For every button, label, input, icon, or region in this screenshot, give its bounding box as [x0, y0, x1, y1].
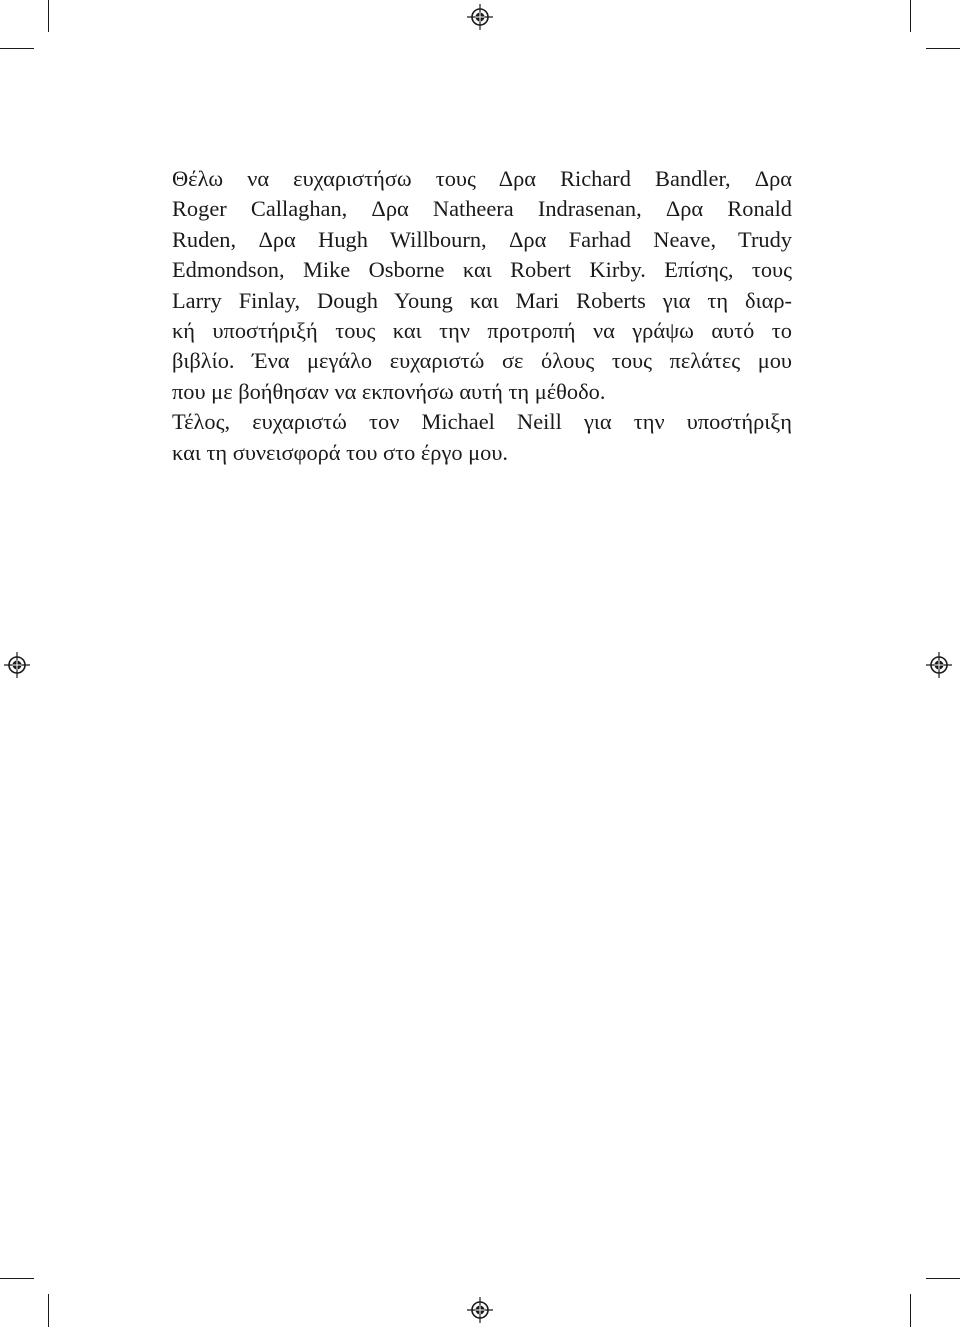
text-line: βιβλίο. Ένα μεγάλο ευχαριστώ σε όλους τους πελάτες μου [172, 348, 792, 374]
crop-mark [0, 48, 34, 49]
crop-mark [48, 0, 49, 32]
text-line: Ruden, Δρα Hugh Willbourn, Δρα Farhad Neave, Trudy [172, 226, 792, 252]
text-line: Larry Finlay, Dough Young και Mari Roberts για τη διαρ- [172, 287, 792, 313]
registration-target-icon [467, 4, 493, 30]
text-line: Τέλος, ευχαριστώ τον Michael Neill για την υποστήριξη [172, 409, 792, 435]
crop-mark [910, 1294, 911, 1327]
crop-mark [0, 1278, 34, 1279]
text-line: κή υποστήριξή τους και την προτροπή να γράψω αυτό το [172, 318, 792, 344]
crop-mark [910, 0, 911, 32]
registration-target-icon [467, 1297, 493, 1323]
text-line: Edmondson, Mike Osborne και Robert Kirby. Επίσης, τους [172, 257, 792, 283]
text-line: Roger Callaghan, Δρα Natheera Indrasenan, Δρα Ronald [172, 196, 792, 222]
acknowledgements-paragraph [172, 164, 792, 468]
text-line: Θέλω να ευχαριστήσω τους Δρα Richard Bandler, Δρα [172, 166, 792, 191]
crop-mark [48, 1294, 49, 1327]
crop-mark [926, 1278, 960, 1279]
crop-mark [926, 48, 960, 49]
registration-target-icon [4, 652, 30, 678]
text-line: και τη συνεισφορά του στο έργο μου. [172, 439, 509, 465]
text-line: που με βοήθησαν να εκπονήσω αυτή τη μέθοδο. [172, 378, 606, 404]
registration-target-icon [926, 652, 952, 678]
